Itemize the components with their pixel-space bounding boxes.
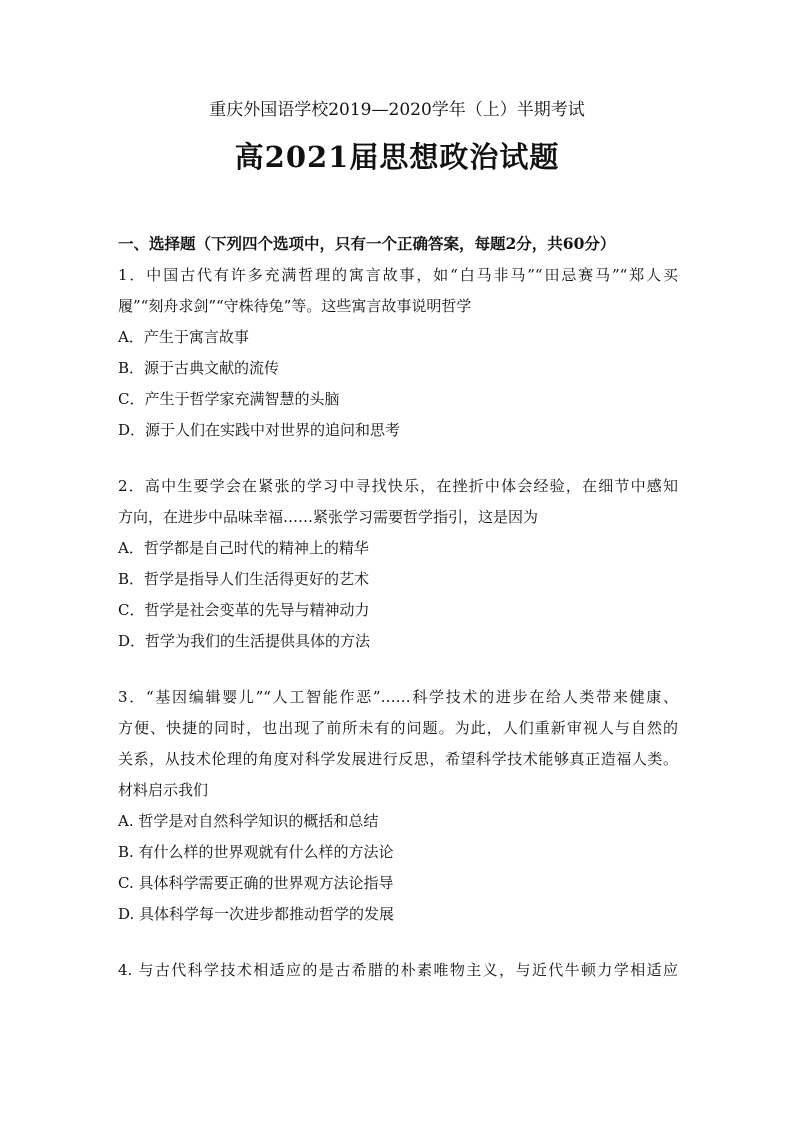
question-text-line: 3．“基因编辑婴儿”“人工智能作恶”……科学技术的进步在给人类带来健康、 [118, 688, 678, 706]
option-b: B. 有什么样的世界观就有什么样的方法论 [118, 843, 394, 861]
section-heading: 一、选择题（下列四个选项中，只有一个正确答案，每题2分，共60分） [118, 234, 616, 253]
option-a: A. 哲学是对自然科学知识的概括和总结 [118, 812, 379, 830]
option-a: A．哲学都是自己时代的精神上的精华 [118, 539, 369, 557]
question-text-line: 方便、快捷的同时，也出现了前所未有的问题。为此，人们重新审视人与自然的 [118, 719, 678, 737]
option-b: B．哲学是指导人们生活得更好的艺术 [118, 570, 370, 588]
question-text-line: 关系，从技术伦理的角度对科学发展进行反思，希望科学技术能够真正造福人类。 [118, 750, 678, 768]
question-text-line: 4. 与古代科学技术相适应的是古希腊的朴素唯物主义，与近代牛顿力学相适应 [118, 961, 678, 979]
option-c: C. 具体科学需要正确的世界观方法论指导 [118, 874, 394, 892]
question-text-line: 1．中国古代有许多充满哲理的寓言故事，如“白马非马”“田忌赛马”“郑人买 [118, 266, 678, 284]
question-3 [118, 682, 678, 930]
question-text-line: 方向，在进步中品味幸福……紧张学习需要哲学指引，这是因为 [118, 508, 539, 526]
question-text-line: 材料启示我们 [118, 781, 209, 799]
exam-title: 高2021届思想政治试题 [234, 140, 560, 174]
exam-subtitle: 重庆外国语学校2019—2020学年（上）半期考试 [209, 100, 585, 120]
option-d: D. 具体科学每一次进步都推动哲学的发展 [118, 905, 395, 923]
option-c: C．哲学是社会变革的先导与精神动力 [118, 601, 370, 619]
option-d: D．源于人们在实践中对世界的追问和思考 [118, 421, 401, 439]
option-a: A．产生于寓言故事 [118, 328, 249, 346]
question-text-line: 履”“刻舟求剑”“守株待兔”等。这些寓言故事说明哲学 [118, 297, 472, 315]
question-list [118, 260, 678, 1011]
question-text-line: 2．高中生要学会在紧张的学习中寻找快乐，在挫折中体会经验，在细节中感知 [118, 477, 678, 495]
question-2 [118, 471, 678, 657]
option-d: D．哲学为我们的生活提供具体的方法 [118, 632, 371, 650]
option-b: B．源于古典文献的流传 [118, 359, 280, 377]
question-4 [118, 955, 678, 986]
question-1 [118, 260, 678, 446]
option-c: C．产生于哲学家充满智慧的头脑 [118, 390, 340, 408]
